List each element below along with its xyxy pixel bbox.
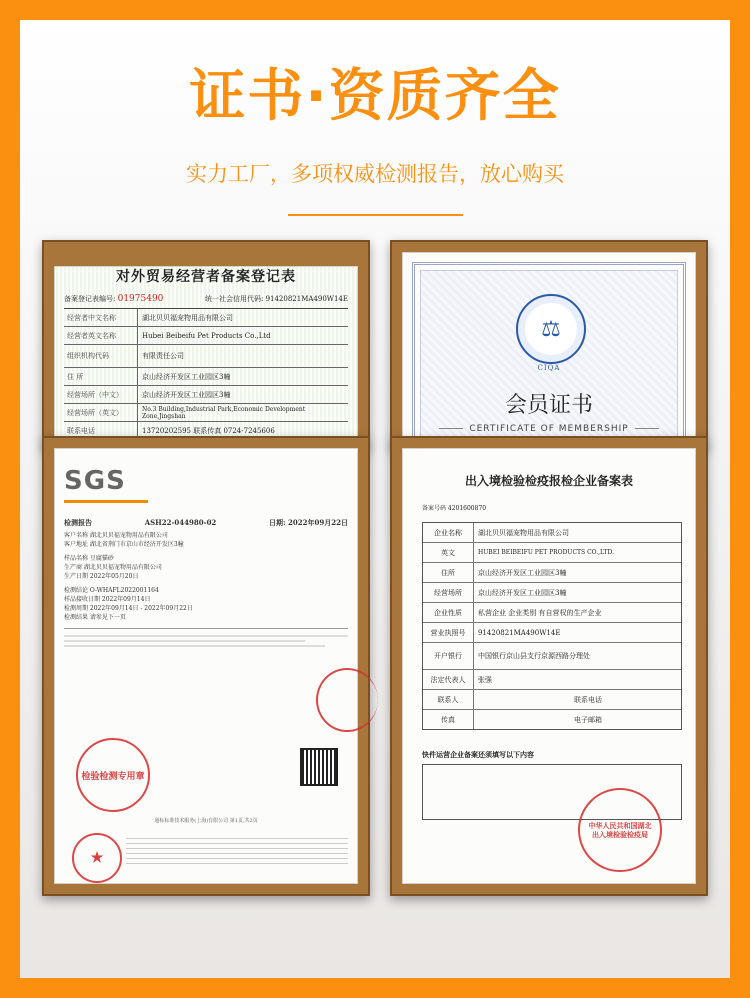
- certificate-foreign-trade: 对外贸易经营者备案登记表 备案登记表编号: 01975490 统一社会信用代码: 91420821MA490W14E 经营者中文名称 湖北贝贝福宠物用品有限公司 经营者英文名称 Hubei Beibeifu Pet Products Co.,Ltd 组织机构代码 有限责任公司 住 所 京山经济开发区工业园区3幢 经营场所（中文） 京山经济开发区工业园区3幢 经营场所（英文） No.3 Building,Industrial Park,Economic Development Zone,Jingshan 联系电话 13720202595 联系传真 0724-7245606: [54, 266, 358, 462]
- membership-subtitle: CERTIFICATE OF MEMBERSHIP: [402, 424, 696, 434]
- inspection-seal-icon: 检验检测专用章: [76, 738, 150, 812]
- table-row: 法定代表人 张强: [423, 670, 681, 690]
- certificate-frame-inspection[interactable]: [390, 436, 708, 896]
- record-number: 备案号码 4201600870: [422, 505, 487, 512]
- table-row: 经营场所（英文） No.3 Building,Industrial Park,Economic Development Zone,Jingshan: [64, 404, 348, 422]
- table-row: 企业名称 湖北贝贝福宠物用品有限公司: [423, 523, 681, 543]
- quarantine-seal-icon: 中华人民共和国湖北出入境检验检疫局: [578, 788, 662, 872]
- headline: 证书·资质齐全: [189, 64, 561, 129]
- partial-seal-icon: [316, 668, 378, 732]
- certificate-frame-foreign-trade[interactable]: [42, 240, 370, 448]
- table-row: 联系人 联系电话: [423, 690, 681, 710]
- certificate-inspection: 出入境检验检疫报检企业备案表 备案号码 4201600870 企业名称 湖北贝贝福宠物用品有限公司 英文 HUBEI BEIBEIFU PET PRODUCTS CO.,LTD. 住所 京山经济开发区工业园区3幢 经营场所 京山经济开发区工业园区3幢 企业性质 私营企业 企业类别 有自营权的生产企业 营业执照号 91420821MA490W14E 开户银行 中国银行京山县支行京源西路分理处 法定代表人 张强 联系人 联系电话 传真 电子邮箱 快件运营企业备案还须填写以下内容 中华人民共和国湖北出入境检验检疫局: [402, 448, 696, 884]
- table-row: 组织机构代码 有限责任公司: [64, 345, 348, 368]
- table-row: 开户银行 中国银行京山县支行京源西路分理处: [423, 643, 681, 670]
- table-row: 联系电话 13720202595 联系传真 0724-7245606: [64, 422, 348, 440]
- registration-number: 01975490: [117, 294, 164, 304]
- report-date: 日期: 2022年09月22日: [269, 518, 348, 527]
- certificate-sgs-report: SGS 检测报告 ASH22-044980-02 日期: 2022年09月22日 客户名称 湖北贝贝福宠物用品有限公司 客户地址 湖北省荆门市京山市经济开发区3幢 样品名称 豆腐猫砂 生产商 湖北贝贝福宠物用品有限公司 生产日期 2022年05月20日 检测结论 O-WHAFL2022001164 样品接收日期 2022年09月14日 检测周期 2022年09月14日 - 2022年09月22日 检测结果 请参见下一页 检验检测专用章 ★ 通标标准技术服务(上海)有限公司 第1页,共2页: [54, 448, 358, 884]
- certificate-frame-membership[interactable]: [390, 240, 708, 448]
- footer-seal-icon: ★: [72, 833, 122, 883]
- report-details: 检测报告 ASH22-044980-02 日期: 2022年09月22日 客户名称 湖北贝贝福宠物用品有限公司 客户地址 湖北省荆门市京山市经济开发区3幢 样品名称 豆腐猫砂 生产商 湖北贝贝福宠物用品有限公司 生产日期 2022年05月20日 检测结论 O-WHAFL2022001164 样品接收日期 2022年09月14日 检测周期 2022年09月14日 - 2022年09月22日 检测结果 请参见下一页: [64, 518, 348, 650]
- table-row: 传真 电子邮箱: [423, 710, 681, 729]
- certificate-frame-sgs[interactable]: [42, 436, 370, 896]
- credit-code: 91420821MA490W14E: [265, 295, 348, 303]
- certificate-title: 对外贸易经营者备案登记表: [116, 269, 296, 285]
- divider: [288, 214, 463, 216]
- table-row: 营业执照号 91420821MA490W14E: [423, 623, 681, 643]
- table-row: 经营场所（中文） 京山经济开发区工业园区3幢: [64, 386, 348, 404]
- table-row: 经营场所 京山经济开发区工业园区3幢: [423, 583, 681, 603]
- table-row: 住所 京山经济开发区工业园区3幢: [423, 563, 681, 583]
- table-row: 英文 HUBEI BEIBEIFU PET PRODUCTS CO.,LTD.: [423, 543, 681, 563]
- table-row: 住 所 京山经济开发区工业园区3幢: [64, 368, 348, 386]
- certificate-membership: ⚖ CIQA 会员证书 CERTIFICATE OF MEMBERSHIP: [402, 252, 696, 448]
- table-row: 企业性质 私营企业 企业类别 有自营权的生产企业: [423, 603, 681, 623]
- inspection-title: 出入境检验检疫报检企业备案表: [464, 474, 633, 488]
- membership-title: 会员证书: [504, 393, 593, 418]
- table-row: 经营者英文名称 Hubei Beibeifu Pet Products Co.,Ltd: [64, 327, 348, 345]
- table-row: 经营者中文名称 湖北贝贝福宠物用品有限公司: [64, 309, 348, 327]
- sgs-logo: SGS: [64, 466, 126, 496]
- inspection-table: [422, 522, 682, 730]
- qr-code-icon: [300, 748, 338, 786]
- association-emblem-icon: ⚖: [516, 294, 586, 364]
- report-number: ASH22-044980-02: [144, 518, 217, 527]
- subline: 实力工厂，多项权威检测报告，放心购买: [186, 162, 564, 186]
